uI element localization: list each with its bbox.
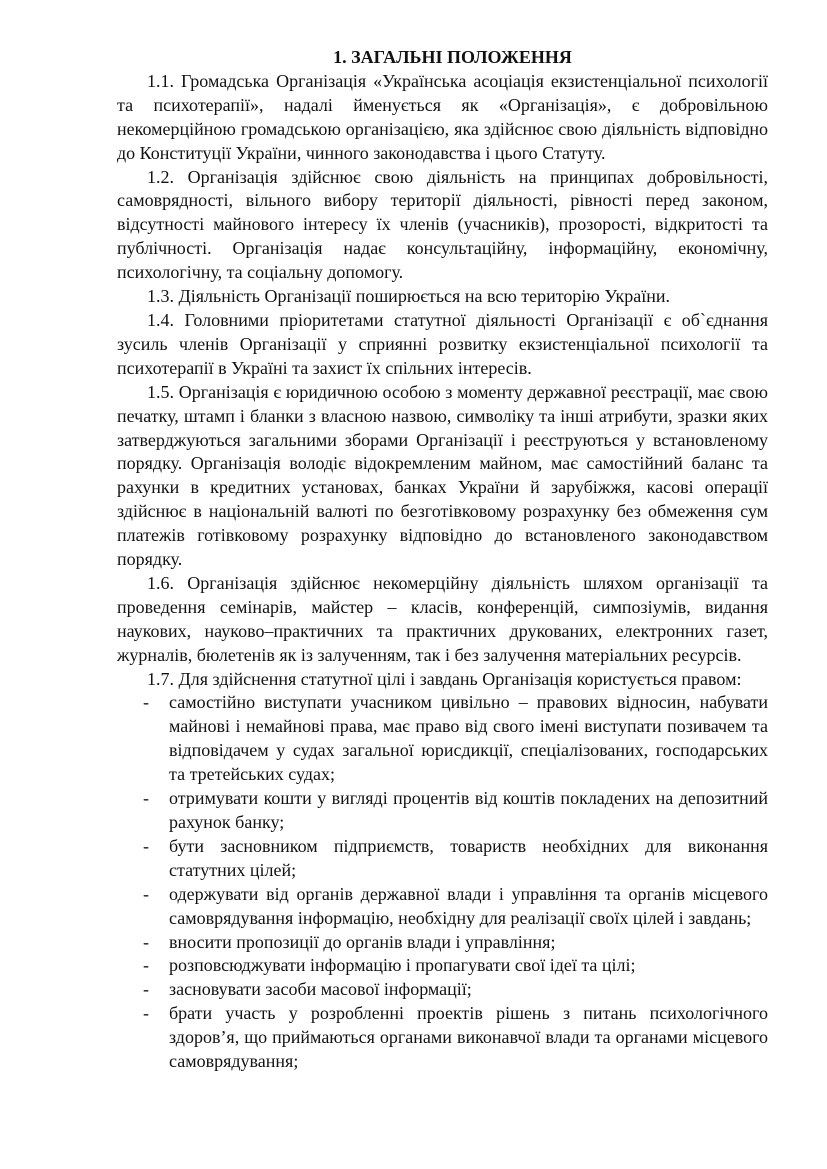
- rights-list: [117, 691, 768, 1074]
- list-bullet: -: [143, 692, 149, 713]
- list-item-text: засновувати засоби масової інформації;: [169, 979, 472, 1000]
- list-item: [117, 835, 768, 883]
- list-item: [117, 931, 768, 955]
- list-item: [117, 1002, 768, 1074]
- list-bullet: -: [143, 883, 149, 904]
- paragraph-1-2: 1.2. Організація здійснює свою діяльність на принципах добровільності, самоврядності, вільного вибору території діяльності, рівності перед законом, відсутності майнового інтересу їх членів (учасників), прозорості, відкритості та публічності. Організація надає консультаційну, інформаційну, економічну, психологічну, та соціальну допомогу.: [117, 166, 768, 283]
- list-bullet: -: [143, 1003, 149, 1024]
- document-page: [117, 46, 768, 1074]
- paragraph-1-3: 1.3. Діяльність Організації поширюється на всю територію України.: [147, 286, 671, 307]
- list-item: [117, 978, 768, 1002]
- list-item: [117, 883, 768, 931]
- list-item-text: розповсюджувати інформацію і пропагувати свої ідеї та цілі;: [169, 955, 636, 976]
- list-item-text: брати участь у розробленні проектів рішень з питань психологічного здоров’я, що приймаються органами виконавчої влади та органами місцевого самоврядування;: [169, 1003, 768, 1072]
- list-bullet: -: [143, 788, 149, 809]
- list-bullet: -: [143, 979, 149, 1000]
- list-item-text: самостійно виступати учасником цивільно – правових відносин, набувати майнові і немайнові права, має право від свого імені виступати позивачем та відповідачем у судах загальної юрисдикції, спеціалізованих, господарських та третейських судах;: [169, 692, 768, 785]
- list-item-text: бути засновником підприємств, товариств необхідних для виконання статутних цілей;: [169, 835, 768, 880]
- list-bullet: -: [143, 955, 149, 976]
- paragraph-1-5: 1.5. Організація є юридичною особою з моменту державної реєстрації, має свою печатку, штамп і бланки з власною назвою, символіку та інші атрибути, зразки яких затверджуються загальними зборами Організації і реєструються у встановленому порядку. Організація володіє відокремленим майном, має самостійний баланс та рахунки в кредитних установах, банках України й зарубіжжя, касові операції здійснює в національній валюті по безготівковому розрахунку без обмеження сум платежів готівковому розрахунку відповідно до встановленого законодавством порядку.: [117, 381, 768, 570]
- section-heading: 1. ЗАГАЛЬНІ ПОЛОЖЕННЯ: [333, 47, 572, 67]
- list-bullet: -: [143, 835, 149, 856]
- paragraph-1-6: 1.6. Організація здійснює некомерційну діяльність шляхом організації та проведення семінарів, майстер – класів, конференцій, симпозіумів, видання наукових, науково–практичних та практичних друкованих, електронних газет, журналів, бюлетенів як із залученням, так і без залучення матеріальних ресурсів.: [117, 572, 768, 665]
- list-item: [117, 691, 768, 787]
- list-item: [117, 787, 768, 835]
- list-bullet: -: [143, 931, 149, 952]
- paragraph-1-7: 1.7. Для здійснення статутної цілі і завдань Організація користується правом:: [147, 668, 742, 689]
- paragraph-1-4: 1.4. Головними пріоритетами статутної діяльності Організації є об`єднання зусиль членів Організації у сприянні розвитку екзистенціальної психології та психотерапії в Україні та захист їх спільних інтересів.: [117, 309, 768, 378]
- list-item-text: одержувати від органів державної влади і управління та органів місцевого самоврядування інформацію, необхідну для реалізації своїх цілей і завдань;: [169, 883, 768, 928]
- list-item: [117, 954, 768, 978]
- list-item-text: отримувати кошти у вигляді процентів від коштів покладених на депозитний рахунок банку;: [169, 788, 768, 832]
- list-item-text: вносити пропозиції до органів влади і управління;: [169, 931, 556, 952]
- paragraph-1-1: 1.1. Громадська Організація «Українська асоціація екзистенціальної психології та психотерапії», надалі йменується як «Організація», є добровільною некомерційною громадською організацією, яка здійснює свою діяльність відповідно до Конституції України, чинного законодавства і цього Статуту.: [117, 70, 768, 163]
